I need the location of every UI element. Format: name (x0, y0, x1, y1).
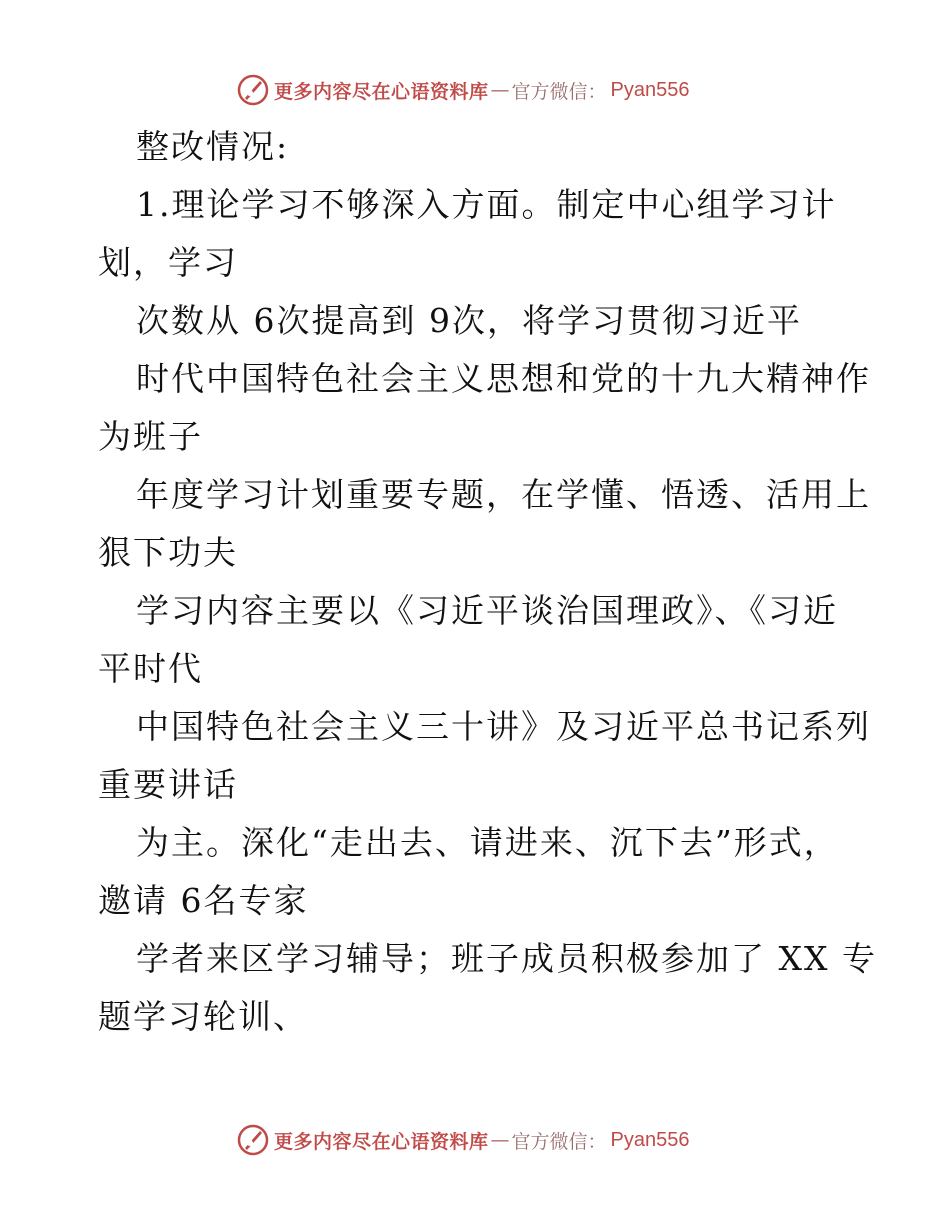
watermark-wechat-label: 官方微信： (511, 80, 607, 103)
text-line: 次数从 6次提高到 9次，将学习贯彻习近平 (136, 301, 802, 340)
text-line: 为班子 (98, 417, 203, 456)
text-line: 邀请 6名专家 (98, 881, 309, 920)
text-line: 狠下功夫 (98, 533, 238, 572)
watermark-dash: — (490, 1129, 510, 1151)
text-line: 重要讲话 (98, 765, 238, 804)
watermark-text: 更多内容尽在心语资料库 (274, 1130, 489, 1153)
header-watermark (236, 73, 690, 107)
text-line: 为主。深化“走出去、请进来、沉下去”形式， (136, 823, 839, 862)
text-line: 学者来区学习辅导；班子成员积极参加了 XX 专 (136, 939, 877, 978)
text-line: 年度学习计划重要专题，在学懂、悟透、活用上 (136, 475, 871, 514)
document-body (98, 118, 877, 1046)
quill-logo-icon (236, 1123, 270, 1157)
quill-logo-icon (236, 73, 270, 107)
text-line: 中国特色社会主义三十讲》及习近平总书记系列 (136, 707, 871, 746)
footer-watermark (236, 1123, 690, 1157)
text-line: 1.理论学习不够深入方面。制定中心组学习计 (136, 185, 837, 224)
watermark-text: 更多内容尽在心语资料库 (274, 80, 489, 103)
watermark-dash: — (490, 79, 510, 101)
text-line: 平时代 (98, 649, 203, 688)
text-line: 学习内容主要以《习近平谈治国理政》、《习近 (136, 591, 838, 630)
text-line: 整改情况: (136, 127, 290, 166)
watermark-wechat-label: 官方微信： (511, 1130, 607, 1153)
watermark-wechat-id: Pyan556 (610, 78, 690, 101)
text-line: 时代中国特色社会主义思想和党的十九大精神作 (136, 359, 871, 398)
text-line: 题学习轮训、 (98, 997, 308, 1036)
watermark-wechat-id: Pyan556 (610, 1128, 690, 1151)
text-line: 划，学习 (98, 243, 238, 282)
